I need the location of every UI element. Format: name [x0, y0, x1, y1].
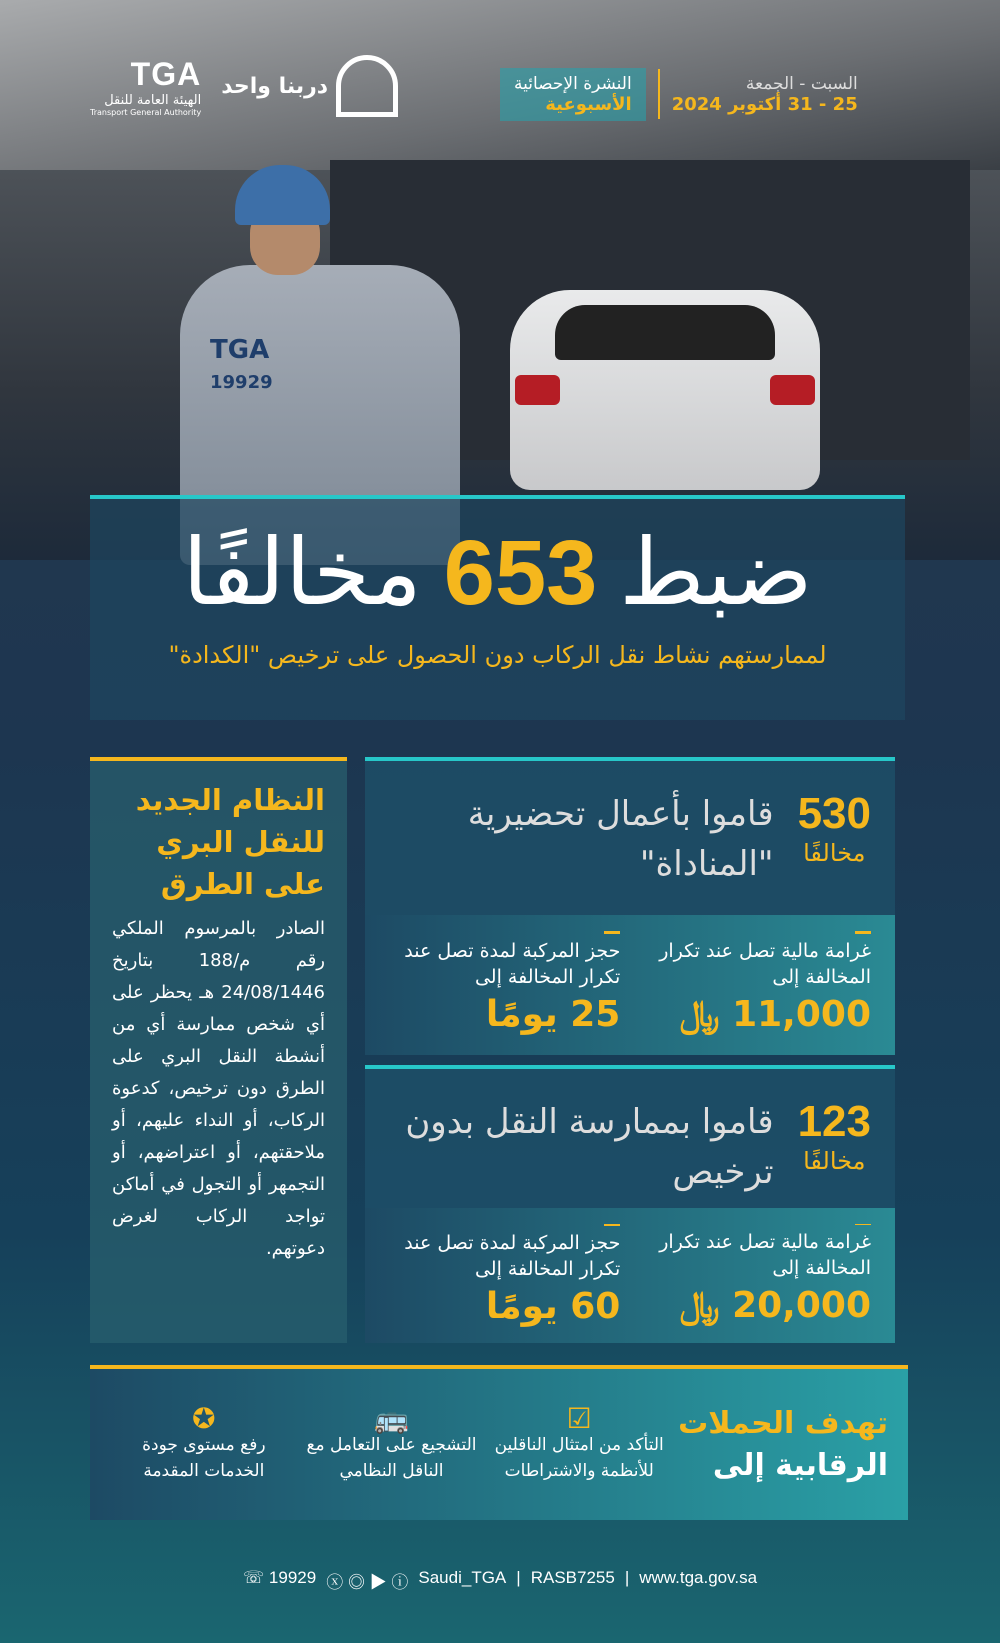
- headline-number: 653: [443, 522, 598, 624]
- fine-info: [640, 931, 871, 1039]
- divider: |: [624, 1568, 630, 1587]
- violation-desc: قاموا بممارسة النقل بدون ترخيص: [405, 1102, 774, 1192]
- phone: ☏ 19929: [242, 1568, 317, 1587]
- logos: [90, 55, 398, 117]
- divider: [658, 69, 660, 119]
- quality-icon: ✪: [192, 1401, 216, 1435]
- aims-title-2: الرقابية إلى: [712, 1447, 888, 1483]
- campaign-aims: [90, 1365, 908, 1520]
- bulletin-days: السبت - الجمعة: [745, 73, 858, 94]
- aim-item: [298, 1401, 486, 1484]
- footer: [0, 1568, 1000, 1593]
- vest-logo: TGA: [210, 335, 270, 365]
- divider: |: [516, 1568, 521, 1587]
- bulletin-title: النشرة الإحصائية: [514, 73, 632, 94]
- law-body: الصادر بالمرسوم الملكي رقم م/188 بتاريخ 24/08/1446 هـ يحظر على أي شخص ممارسة أي من أنشطة النقل البري على الطرق دون ترخيص، كدعوة الركاب، أو النداء عليهم، أو ملاحقتهم، أو اعتراضهم، أو التجمهر أو التجول في أماكن تواجد الركاب لغرض دعوتهم.: [112, 918, 325, 1260]
- fine-label: غرامة مالية تصل عند تكرار المخالفة إلى: [659, 940, 871, 988]
- law-panel: [90, 757, 347, 1343]
- aim-item: [485, 1401, 673, 1484]
- bulletin-subtitle: الأسبوعية: [545, 93, 632, 115]
- headline-suffix: مخالفًا: [182, 519, 422, 626]
- violation-count: 123: [797, 1097, 871, 1146]
- fine-value: 20,000 ﷼: [679, 1285, 871, 1326]
- bulletin-header: [500, 58, 885, 130]
- fine-label: غرامة مالية تصل عند تكرار المخالفة إلى: [659, 1231, 871, 1279]
- headline-subtitle: لممارستهم نشاط نقل الركاب دون الحصول على ترخيص "الكدادة": [168, 641, 827, 669]
- violation-desc: قاموا بأعمال تحضيرية "المناداة": [467, 794, 774, 884]
- violation-count: 530: [797, 789, 871, 838]
- aim-item: [110, 1401, 298, 1484]
- website-link[interactable]: www.tga.gov.sa: [639, 1568, 758, 1587]
- social-icons: ⓧ ◎ ▶ ⓘ: [326, 1573, 409, 1592]
- bus-icon: 🚌: [374, 1401, 409, 1435]
- impound-info: [389, 1224, 620, 1327]
- law-title: النظام الجديد للنقل البري على الطرق: [135, 783, 325, 902]
- impound-info: [389, 931, 620, 1039]
- violation-unit: مخالفًا: [803, 839, 866, 867]
- impound-value: 60 يومًا: [485, 1286, 621, 1327]
- fine-value: 11,000 ﷼: [679, 994, 871, 1035]
- headline-prefix: ضبط: [619, 519, 813, 626]
- aim-label: رفع مستوى جودة الخدمات المقدمة: [142, 1434, 266, 1481]
- tga-logo-en: Transport General Authority: [90, 107, 202, 117]
- social-handle: Saudi_TGA: [418, 1568, 507, 1587]
- tga-logo: [90, 56, 201, 117]
- checklist-icon: ☑: [566, 1401, 592, 1435]
- darbuna-text: دربنا واحد: [221, 73, 329, 99]
- tga-logo-text: TGA: [130, 55, 202, 92]
- violation-card-2: [365, 1065, 895, 1343]
- maroof-id: RASB7255: [530, 1568, 615, 1587]
- vest-number: 19929: [210, 372, 273, 393]
- violation-unit: مخالفًا: [803, 1147, 866, 1175]
- aim-label: التشجيع على التعامل مع الناقل النظامي: [306, 1434, 477, 1481]
- headline-panel: [90, 495, 905, 720]
- impound-value: 25 يومًا: [485, 994, 621, 1035]
- violation-card-1: [365, 757, 895, 1055]
- darbuna-logo: [221, 55, 398, 117]
- white-car: [510, 290, 820, 490]
- aim-label: التأكد من امتثال الناقلين للأنظمة والاشتراطات: [494, 1434, 664, 1481]
- road-icon: [336, 55, 398, 117]
- fine-info: [640, 1224, 871, 1327]
- bulletin-dates: 25 - 31 أكتوبر 2024: [671, 93, 858, 115]
- aims-title: تهدف الحملات: [678, 1405, 888, 1441]
- impound-label: حجز المركبة لمدة تصل عند تكرار المخالفة إلى: [404, 940, 621, 988]
- impound-label: حجز المركبة لمدة تصل عند تكرار المخالفة إلى: [404, 1232, 621, 1280]
- tga-logo-ar: الهيئة العامة للنقل: [104, 92, 202, 108]
